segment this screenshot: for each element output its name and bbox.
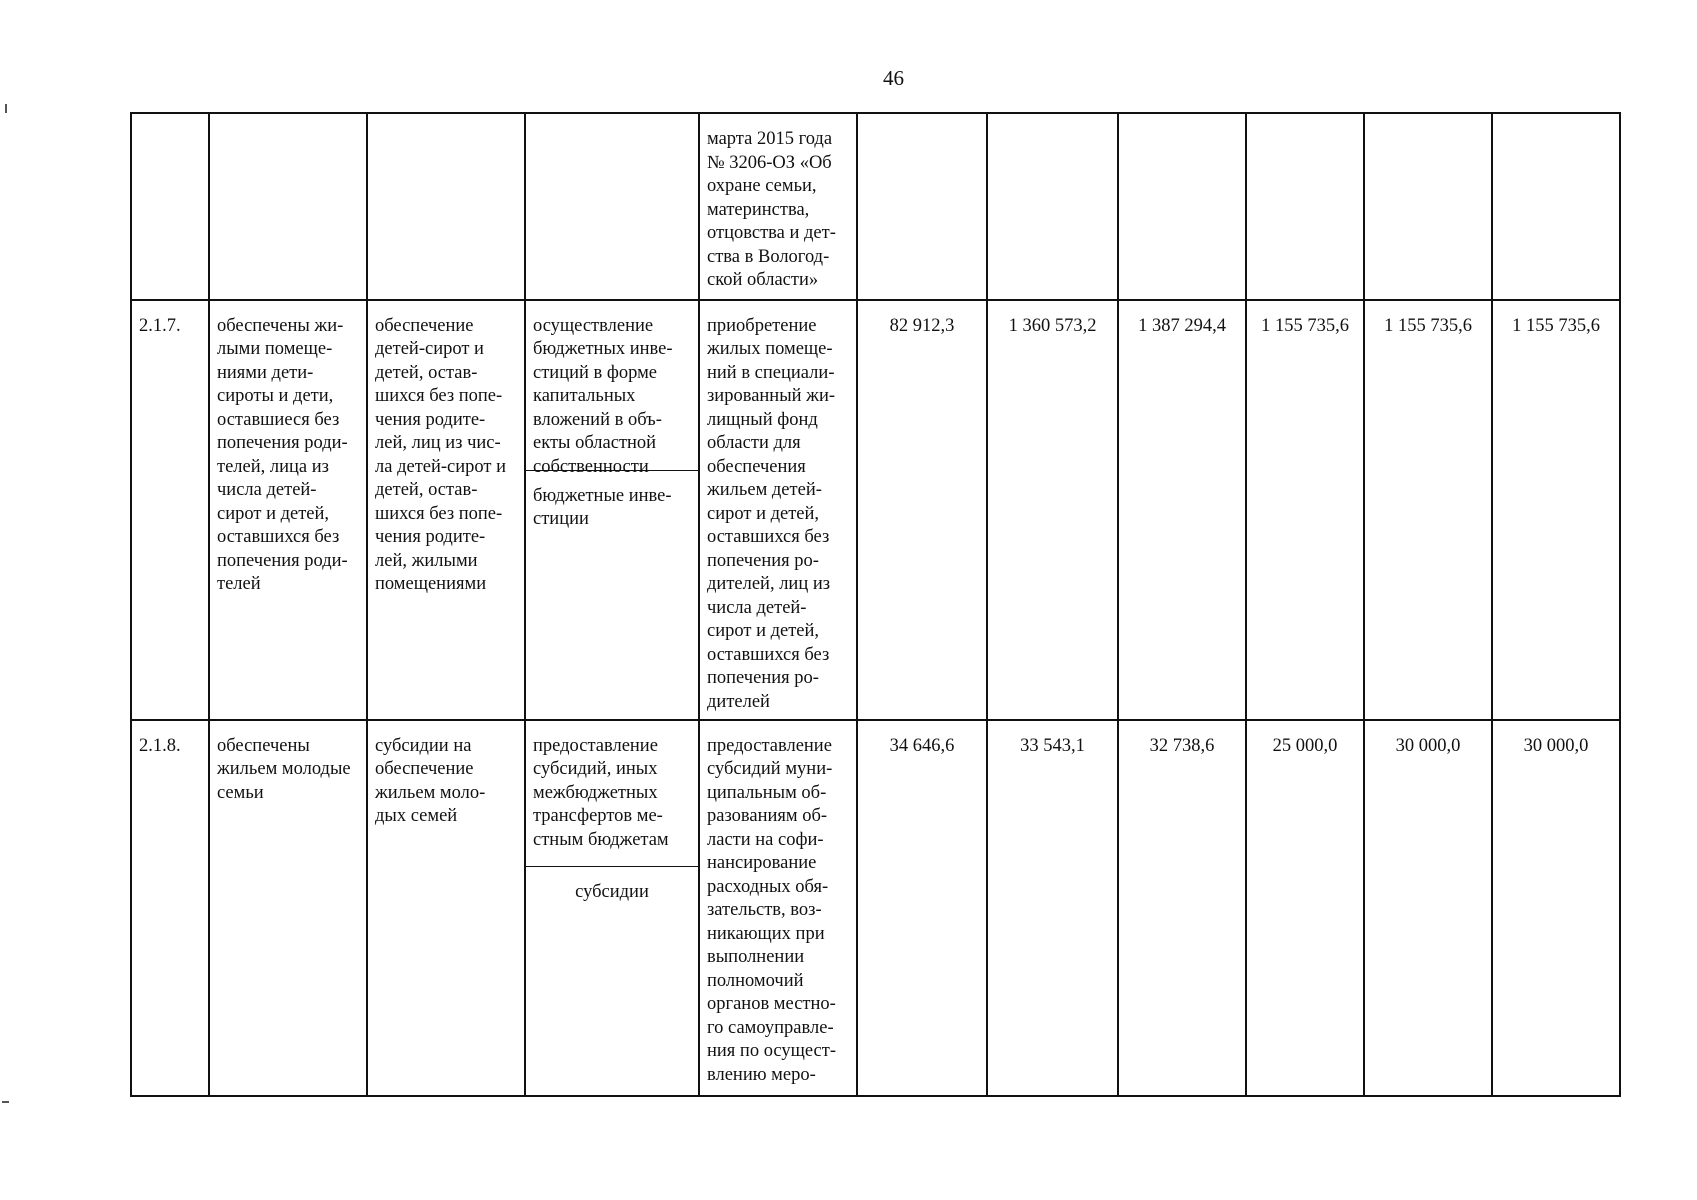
value-cell: 1 155 735,6 — [1246, 300, 1364, 720]
row-basis — [699, 720, 857, 1096]
row-task — [367, 113, 525, 300]
result-text: обеспечены жи- лыми помеще- ниями дети- сироты и дети, оставшиеся без попечения роди- телей, лица из числа детей- сирот и детей, оставшихся без попечения роди- телей — [217, 315, 348, 594]
value-cell: 30 000,0 — [1364, 720, 1492, 1096]
margin-tick-top — [5, 104, 7, 113]
value-cell — [987, 113, 1118, 300]
row-activity — [525, 720, 699, 1096]
value-cell: 25 000,0 — [1246, 720, 1364, 1096]
value-cell: 33 543,1 — [987, 720, 1118, 1096]
basis-text: предоставление субсидий муни- ципальным об- разованиям об- ласти на софи- нансирование расходных обя- зательств, воз- никающих при выполнении полномочий органов местно- го самоуправле- ния по осущест- влению меро- — [707, 735, 837, 1085]
activity-type: бюджетные инве- стиции — [533, 485, 672, 529]
value-cell: 34 646,6 — [857, 720, 987, 1096]
value-cell: 32 738,6 — [1118, 720, 1246, 1096]
value-cell — [857, 113, 987, 300]
value-cell — [1492, 113, 1620, 300]
basis-text: приобретение жилых помеще- ний в специали- зированный жи- лищный фонд области для обеспечения жильем детей- сирот и детей, оставшихся без попечения ро- дителей, лиц из числа детей- сирот и детей, оставшихся без попечения ро- дителей — [707, 315, 836, 712]
row-task — [367, 720, 525, 1096]
row-basis — [699, 300, 857, 720]
margin-tick-bottom — [2, 1101, 9, 1103]
value-cell: 1 387 294,4 — [1118, 300, 1246, 720]
value-cell: 1 155 735,6 — [1364, 300, 1492, 720]
activity-main: осуществление бюджетных инве- стиций в форме капитальных вложений в объ- екты областной собственности — [526, 301, 698, 471]
activity-type: субсидии — [575, 881, 649, 902]
value-cell: 1 360 573,2 — [987, 300, 1118, 720]
row-result — [209, 113, 367, 300]
table-row — [131, 113, 1620, 300]
activity-main: предоставление субсидий, иных межбюджетных трансфертов ме- стным бюджетам — [526, 721, 698, 867]
row-basis — [699, 113, 857, 300]
value-cell — [1364, 113, 1492, 300]
task-text: обеспечение детей-сирот и детей, остав- шихся без попе- чения родите- лей, лиц из чис- ла детей-сирот и детей, остав- шихся без попе- чения родите- лей, жилыми помещениями — [375, 315, 507, 594]
row-code: 2.1.8. — [131, 720, 209, 1096]
result-text: обеспечены жильем молодые семьи — [217, 735, 351, 803]
row-result — [209, 720, 367, 1096]
row-activity — [525, 300, 699, 720]
table-row — [131, 720, 1620, 1096]
row-code — [131, 113, 209, 300]
value-cell: 82 912,3 — [857, 300, 987, 720]
row-result — [209, 300, 367, 720]
basis-text: марта 2015 года № 3206-ОЗ «Об охране семьи, материнства, отцовства и дет- ства в Вологод- ской области» — [707, 129, 836, 290]
value-cell — [1118, 113, 1246, 300]
value-cell: 1 155 735,6 — [1492, 300, 1620, 720]
row-activity — [525, 113, 699, 300]
program-table — [130, 112, 1621, 1097]
page-number: 46 — [883, 66, 904, 90]
task-text: субсидии на обеспечение жильем моло- дых семей — [375, 735, 486, 826]
table-row — [131, 300, 1620, 720]
row-code: 2.1.7. — [131, 300, 209, 720]
row-task — [367, 300, 525, 720]
value-cell: 30 000,0 — [1492, 720, 1620, 1096]
value-cell — [1246, 113, 1364, 300]
